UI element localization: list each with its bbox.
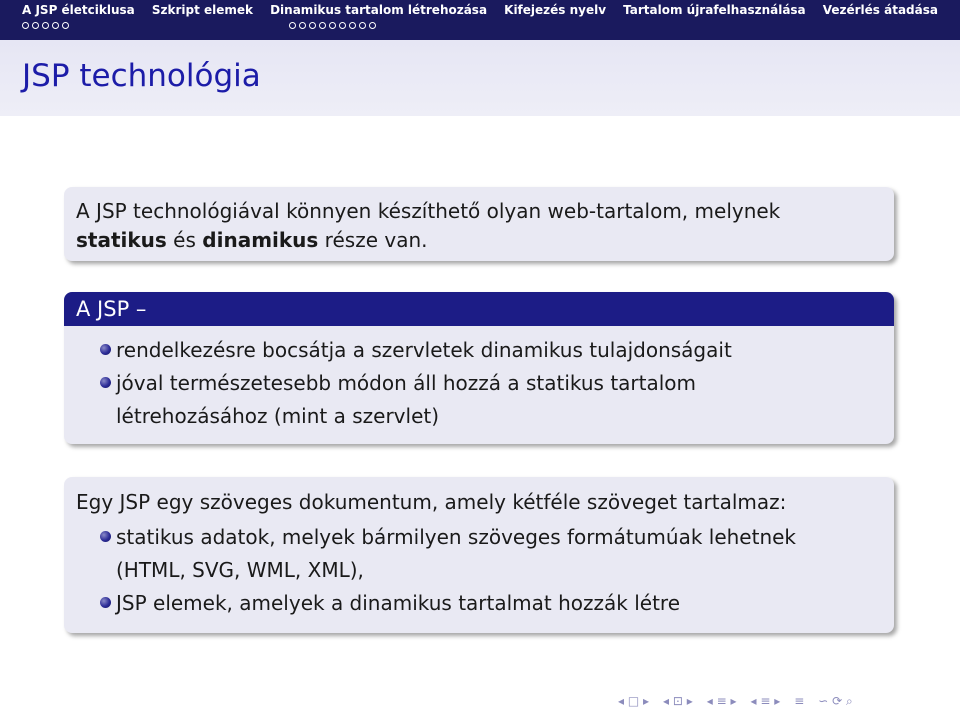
nav-dot[interactable] [329,22,336,29]
nav-dot[interactable] [289,22,296,29]
jsp-block-title: A JSP – [64,292,894,326]
nav-sections [0,0,960,20]
frame-nav-icon[interactable]: ◂ ⊡ ▸ [663,694,693,708]
appendix-nav-icon[interactable]: ≡ [794,694,805,708]
list-item-text: rendelkezésre bocsátja a szervletek dinamikus tulajdonságait [116,338,732,362]
slide-nav-icon[interactable]: ◂ □ ▸ [618,694,650,708]
document-content-list [64,517,894,620]
nav-dot[interactable] [359,22,366,29]
nav-dot[interactable] [369,22,376,29]
intro-rest: része van. [318,228,428,252]
nav-dots-eletciklus [22,22,69,32]
intro-line-2 [76,226,882,255]
slide-title: JSP technológia [22,58,261,94]
jsp-features-list [64,326,894,433]
nav-dot[interactable] [349,22,356,29]
keyword-statikus: statikus [76,228,167,252]
nav-section-vezerles-atadasa[interactable]: Vezérlés átadása [822,3,938,17]
document-intro: Egy JSP egy szöveges dokumentum, amely kétféle szöveget tartalmaz: [76,490,787,514]
keyword-dinamikus: dinamikus [202,228,319,252]
search-icon[interactable]: ∽ ⟳ ⌕ [818,694,853,708]
bullet-icon [100,597,111,608]
nav-section-szkript-elemek[interactable]: Szkript elemek [151,3,254,17]
nav-dot[interactable] [42,22,49,29]
list-item [64,587,894,620]
list-item [64,521,894,587]
nav-dot[interactable] [32,22,39,29]
intro-conjunction: és [166,228,203,252]
nav-dot[interactable] [339,22,346,29]
nav-section-eletciklus[interactable]: A JSP életciklusa [22,3,135,17]
top-navigation-bar [0,0,960,40]
section-nav-icon[interactable]: ◂ ≡ ▸ [750,694,781,708]
jsp-block [64,292,894,444]
nav-section-tartalom-ujrafelhasznalasa[interactable]: Tartalom újrafelhasználása [623,3,806,17]
nav-dot[interactable] [319,22,326,29]
beamer-navigation-controls [618,694,853,710]
bullet-icon [100,377,111,388]
intro-block [64,187,894,261]
nav-dots-dinamikus-tartalom [289,22,376,32]
list-item-text: JSP elemek, amelyek a dinamikus tartalmat hozzák létre [116,591,681,615]
nav-dot[interactable] [299,22,306,29]
nav-dot[interactable] [309,22,316,29]
bullet-icon [100,531,111,542]
jsp-document-block [64,477,894,633]
list-item-text: jóval természetesebb módon áll hozzá a statikus tartalom létrehozásához (mint a szervlet) [116,371,697,428]
nav-section-kifejezes-nyelv[interactable]: Kifejezés nyelv [504,3,607,17]
nav-dot[interactable] [52,22,59,29]
nav-dot[interactable] [62,22,69,29]
nav-dot[interactable] [22,22,29,29]
bullet-icon [100,344,111,355]
subsection-nav-icon[interactable]: ◂ ≡ ▸ [706,694,737,708]
list-item-text: statikus adatok, melyek bármilyen szöveges formátumúak lehetnek (HTML, SVG, WML, XML), [116,525,797,582]
list-item [64,334,894,367]
intro-line-1: A JSP technológiával könnyen készíthető olyan web-tartalom, melynek [76,199,781,223]
list-item [64,367,894,433]
nav-section-dinamikus-tartalom[interactable]: Dinamikus tartalom létrehozása [270,3,488,17]
